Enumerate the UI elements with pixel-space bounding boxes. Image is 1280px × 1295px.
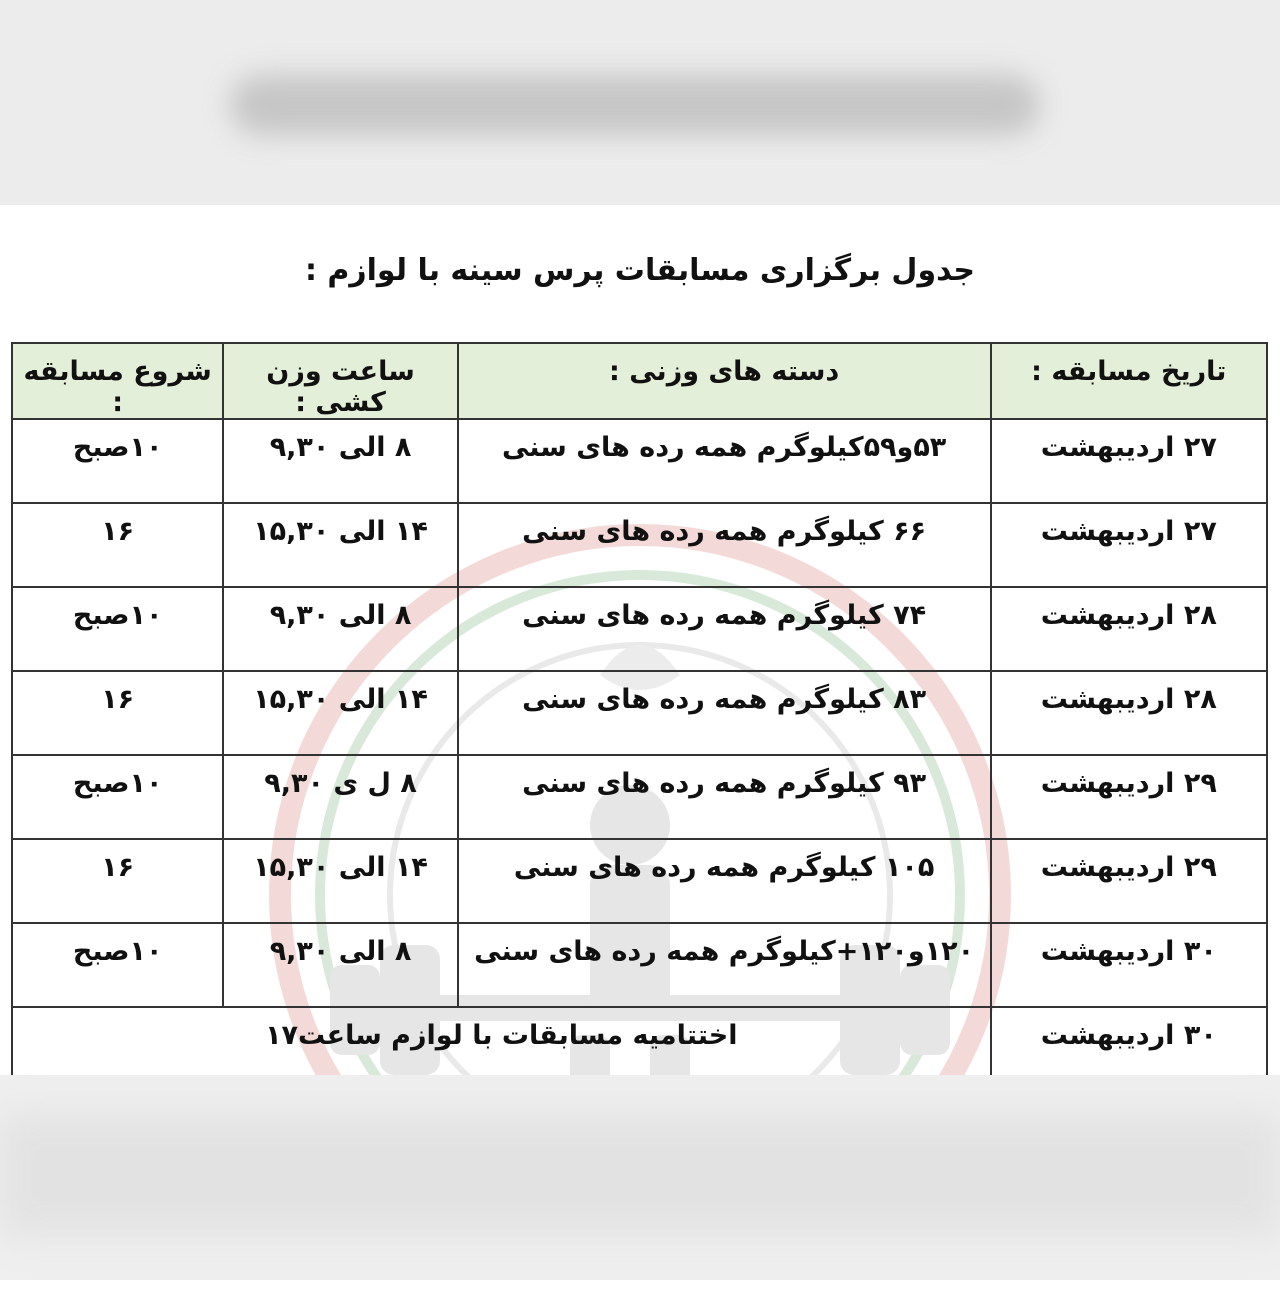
cell-date: ۲۸ اردیبهشت xyxy=(991,671,1267,755)
cell-weigh-in: ۸ الی ۹,۳۰ xyxy=(223,419,457,503)
document-page xyxy=(0,205,1280,1075)
table-row xyxy=(12,587,1267,671)
cell-weigh-in: ۸ ل ی ۹,۳۰ xyxy=(223,755,457,839)
header-date: تاریخ مسابقه : xyxy=(991,343,1267,419)
cell-start: ۱۰صبح xyxy=(12,923,223,1007)
cell-weigh-in: ۱۴ الی ۱۵,۳۰ xyxy=(223,839,457,923)
cell-start: ۱۶ xyxy=(12,671,223,755)
cell-weight-class: ۹۳ کیلوگرم همه رده های سنی xyxy=(458,755,991,839)
cell-date: ۲۸ اردیبهشت xyxy=(991,587,1267,671)
cell-date: ۲۹ اردیبهشت xyxy=(991,839,1267,923)
cell-date: ۳۰ اردیبهشت xyxy=(991,923,1267,1007)
cell-date: ۲۹ اردیبهشت xyxy=(991,755,1267,839)
cell-start: ۱۰صبح xyxy=(12,419,223,503)
cell-weight-class: ۱۲۰و۱۲۰+کیلوگرم همه رده های سنی xyxy=(458,923,991,1007)
table-row xyxy=(12,755,1267,839)
table-row xyxy=(12,839,1267,923)
closing-ceremony-text: اختتامیه مسابقات با لوازم ساعت۱۷ xyxy=(12,1007,991,1091)
cell-weight-class: ۵۳و۵۹کیلوگرم همه رده های سنی xyxy=(458,419,991,503)
cell-weigh-in: ۱۴ الی ۱۵,۳۰ xyxy=(223,671,457,755)
page-title: جدول برگزاری مسابقات پرس سینه با لوازم : xyxy=(304,253,976,288)
cell-date: ۲۷ اردیبهشت xyxy=(991,419,1267,503)
header-weigh-in: ساعت وزن کشی : xyxy=(223,343,457,419)
cell-start: ۱۶ xyxy=(12,503,223,587)
cell-weight-class: ۱۰۵ کیلوگرم همه رده های سنی xyxy=(458,839,991,923)
header-start: شروع مسابقه : xyxy=(12,343,223,419)
cell-weight-class: ۷۴ کیلوگرم همه رده های سنی xyxy=(458,587,991,671)
cell-weigh-in: ۱۴ الی ۱۵,۳۰ xyxy=(223,503,457,587)
blurred-header-band xyxy=(0,0,1280,205)
cell-weigh-in: ۸ الی ۹,۳۰ xyxy=(223,587,457,671)
blurred-footer-band xyxy=(0,1075,1280,1280)
table-row xyxy=(12,419,1267,503)
table-row xyxy=(12,923,1267,1007)
competition-schedule-table xyxy=(11,342,1268,1092)
table-row xyxy=(12,503,1267,587)
table-header-row xyxy=(12,343,1267,419)
cell-date: ۳۰ اردیبهشت xyxy=(991,1007,1267,1091)
cell-weight-class: ۸۳ کیلوگرم همه رده های سنی xyxy=(458,671,991,755)
cell-start: ۱۰صبح xyxy=(12,755,223,839)
table-row xyxy=(12,671,1267,755)
cell-weight-class: ۶۶ کیلوگرم همه رده های سنی xyxy=(458,503,991,587)
cell-start: ۱۶ xyxy=(12,839,223,923)
blurred-footer-content xyxy=(0,1115,1280,1235)
cell-date: ۲۷ اردیبهشت xyxy=(991,503,1267,587)
cell-start: ۱۰صبح xyxy=(12,587,223,671)
header-weight-class: دسته های وزنی : xyxy=(458,343,991,419)
blurred-header-text xyxy=(230,75,1040,135)
cell-weigh-in: ۸ الی ۹,۳۰ xyxy=(223,923,457,1007)
